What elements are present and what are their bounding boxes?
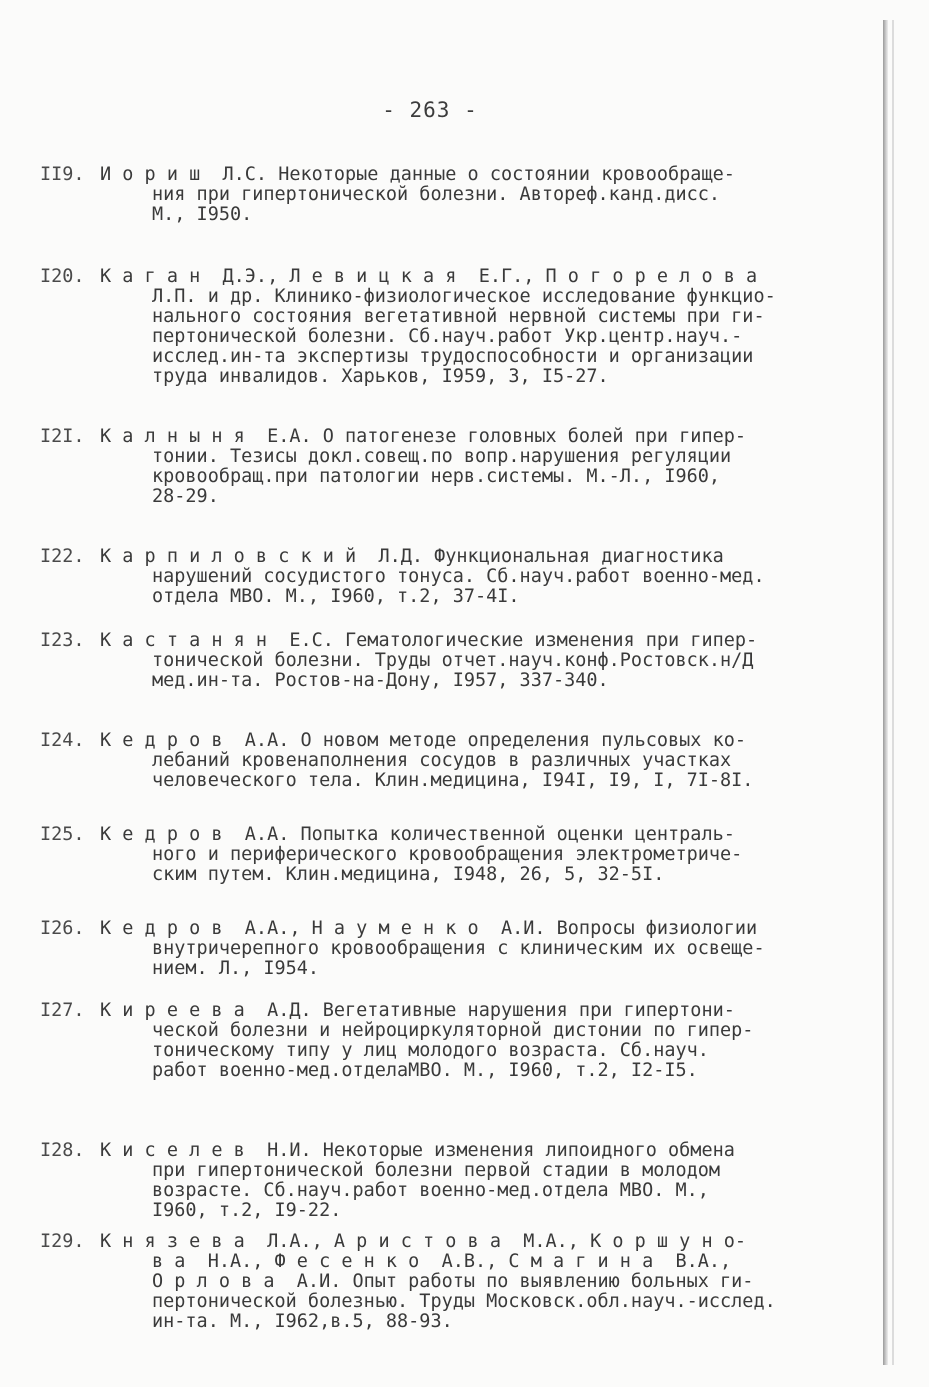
bibliography-entry [40, 919, 870, 979]
entry-line: 28-29. [152, 487, 219, 507]
entry-text [40, 267, 870, 387]
entry-line: отдела МВО. М., I960, т.2, 37-4I. [152, 587, 520, 607]
entry-line: Й о р и ш Л.С. Некоторые данные о состоянии кровообраще- [100, 165, 735, 185]
bibliography-entry [40, 547, 870, 607]
entry-number: I25. [40, 824, 85, 845]
entry-line: работ военно-мед.отделаМВО. М., I960, т.2, I2-I5. [152, 1061, 698, 1081]
entry-text [40, 1232, 870, 1332]
entry-line: К е д р о в А.А. Попытка количественной оценки централь- [100, 825, 735, 845]
entry-line: внутричерепного кровообращения с клиническим их освеще- [152, 939, 765, 959]
entry-text [40, 165, 870, 225]
entry-line: ческой болезни и нейроциркуляторной дистонии по гипер- [152, 1021, 754, 1041]
entry-text [40, 631, 870, 691]
entry-number: I2I. [40, 426, 85, 447]
entry-text [40, 547, 870, 607]
entry-number: I27. [40, 1000, 85, 1021]
entry-text [40, 427, 870, 507]
entry-number: I20. [40, 266, 85, 287]
bibliography-entry [40, 1001, 870, 1081]
entry-line: К н я з е в а Л.А., А р и с т о в а М.А., К о р ш у н о- [100, 1232, 747, 1252]
entry-line: К а г а н Д.Э., Л е в и ц к а я Е.Г., П о г о р е л о в а [100, 267, 758, 287]
entry-text [40, 1141, 870, 1221]
bibliography-entry [40, 731, 870, 791]
entry-line: труда инвалидов. Харьков, I959, 3, I5-27. [152, 367, 609, 387]
entry-line: О р л о в а А.И. Опыт работы по выявлению больных ги- [152, 1272, 754, 1292]
entry-line: тонии. Тезисы докл.совещ.по вопр.нарушения регуляции [152, 447, 732, 467]
entry-number: I23. [40, 630, 85, 651]
entry-number: I22. [40, 546, 85, 567]
entry-number: II9. [40, 164, 85, 185]
entry-line: исслед.ин-та экспертизы трудоспособности и организации [152, 347, 754, 367]
entry-text [40, 731, 870, 791]
page-edge-line [892, 20, 894, 1365]
entry-line: ного и периферического кровообращения электрометриче- [152, 845, 743, 865]
entry-line: нального состояния вегетативной нервной системы при ги- [152, 307, 765, 327]
bibliography-entry [40, 165, 870, 225]
entry-line: пертонической болезни. Сб.науч.работ Укр.центр.науч.- [152, 327, 743, 347]
entry-line: при гипертонической болезни первой стадии в молодом [152, 1161, 721, 1181]
entry-line: I960, т.2, I9-22. [152, 1201, 342, 1221]
entry-line: мед.ин-та. Ростов-на-Дону, I957, 337-340. [152, 671, 609, 691]
entry-line: ин-та. М., I962,в.5, 88-93. [152, 1312, 453, 1332]
bibliography-entry [40, 267, 870, 387]
entry-line: в а Н.А., Ф е с е н к о А.В., С м а г и н а В.А., [152, 1252, 732, 1272]
entry-line: К и р е е в а А.Д. Вегетативные нарушения при гипертони- [100, 1001, 735, 1021]
page-number: - 263 - [382, 98, 478, 122]
entry-line: ским путем. Клин.медицина, I948, 26, 5, 32-5I. [152, 865, 665, 885]
entry-line: лебаний кровенаполнения сосудов в различных участках [152, 751, 732, 771]
entry-line: ния при гипертонической болезни. Автореф.канд.дисс. [152, 185, 721, 205]
bibliography-entry [40, 825, 870, 885]
entry-line: К а с т а н я н Е.С. Гематологические изменения при гипер- [100, 631, 758, 651]
entry-line: человеческого тела. Клин.медицина, I94I, I9, I, 7I-8I. [152, 771, 754, 791]
entry-line: кровообращ.при патологии нерв.системы. М.-Л., I960, [152, 467, 721, 487]
entry-number: I26. [40, 918, 85, 939]
entry-line: К е д р о в А.А. О новом методе определения пульсовых ко- [100, 731, 747, 751]
entry-text [40, 1001, 870, 1081]
entry-line: тоническому типу у лиц молодого возраста. Сб.науч. [152, 1041, 709, 1061]
page-edge-shadow [883, 20, 888, 1365]
entry-number: I28. [40, 1140, 85, 1161]
entry-line: нием. Л., I954. [152, 959, 320, 979]
entry-line: пертонической болезнью. Труды Московск.обл.науч.-исслед. [152, 1292, 776, 1312]
bibliography-entry [40, 1141, 870, 1221]
entry-line: тонической болезни. Труды отчет.науч.конф.Ростовск.н/Д [152, 651, 754, 671]
entry-line: М., I950. [152, 205, 253, 225]
bibliography-entry [40, 631, 870, 691]
entry-line: К и с е л е в Н.И. Некоторые изменения липоидного обмена [100, 1141, 735, 1161]
entry-number: I29. [40, 1231, 85, 1252]
bibliography-entry [40, 1232, 870, 1332]
entry-line: К а л н ы н я Е.А. О патогенезе головных болей при гипер- [100, 427, 747, 447]
entry-line: Л.П. и др. Клинико-физиологическое исследование функцио- [152, 287, 776, 307]
entry-line: нарушений сосудистого тонуса. Сб.науч.работ военно-мед. [152, 567, 765, 587]
entry-line: К а р п и л о в с к и й Л.Д. Функциональная диагностика [100, 547, 724, 567]
bibliography-entry [40, 427, 870, 507]
entry-line: К е д р о в А.А., Н а у м е н к о А.И. Вопросы физиологии [100, 919, 758, 939]
entry-text [40, 919, 870, 979]
entry-text [40, 825, 870, 885]
entry-line: возрасте. Сб.науч.работ военно-мед.отдела МВО. М., [152, 1181, 709, 1201]
entry-number: I24. [40, 730, 85, 751]
